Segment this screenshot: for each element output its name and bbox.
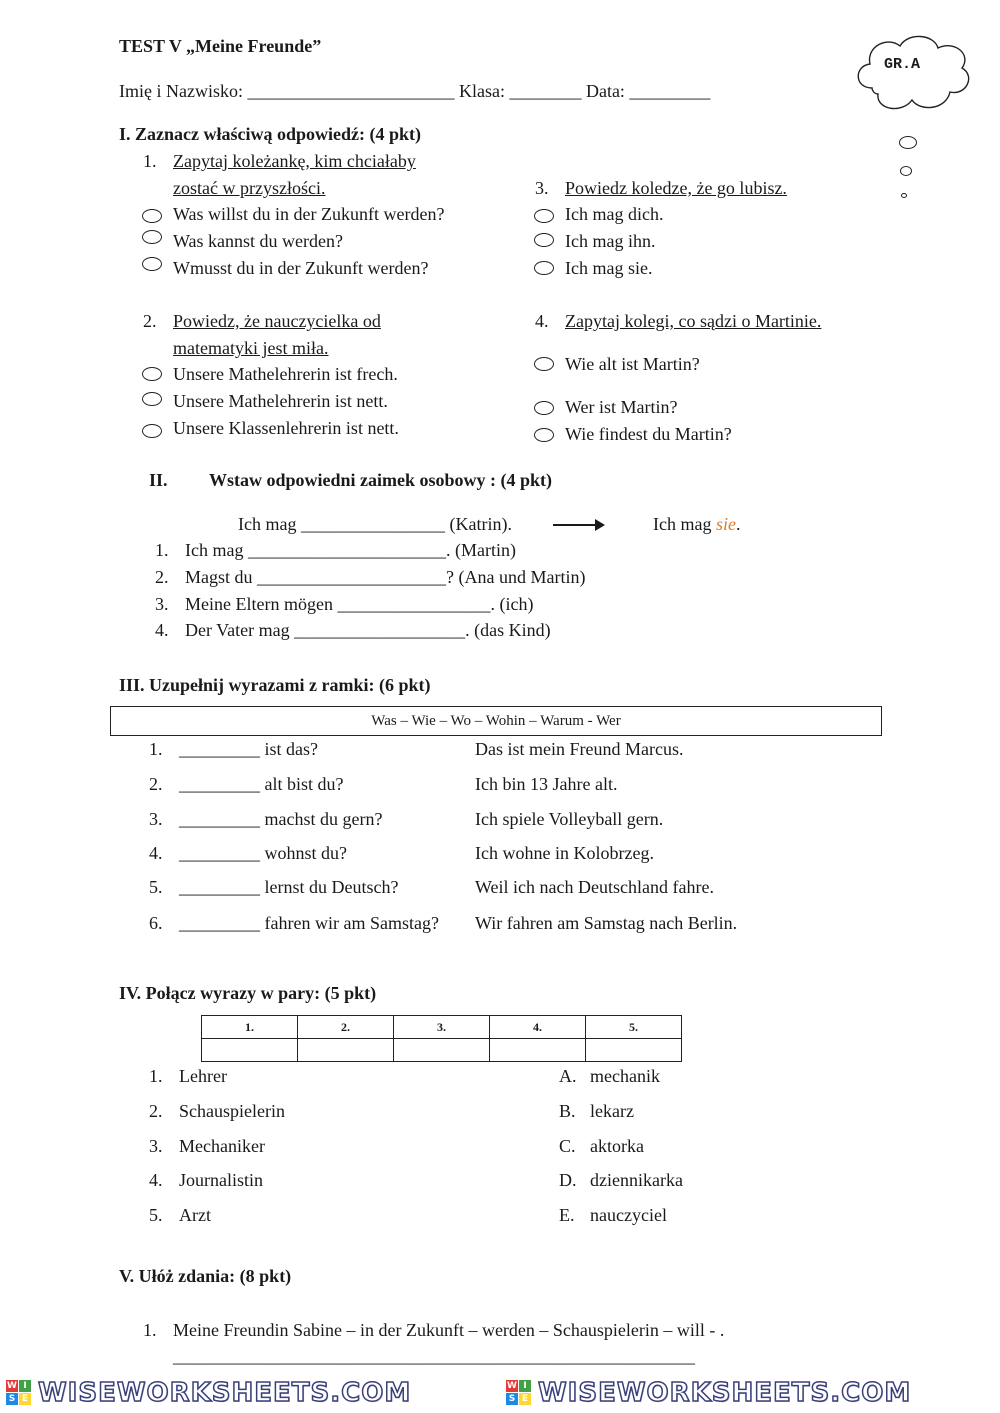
fill-sentence: Ich mag ______________________. (Martin) xyxy=(185,540,516,560)
answer-radio[interactable] xyxy=(534,357,554,371)
arrow-icon xyxy=(553,524,597,526)
question-text: _________ alt bist du? xyxy=(179,774,344,794)
answer-cell[interactable] xyxy=(490,1039,586,1062)
scrambled-sentence: Meine Freundin Sabine – in der Zukunft – werden – Schauspielerin – will - . xyxy=(173,1320,725,1340)
german-word: Lehrer xyxy=(179,1066,227,1086)
question-prompt: Zapytaj koleżankę, kim chciałaby xyxy=(173,151,416,171)
section-2-heading: Wstaw odpowiedni zaimek osobowy : (4 pkt) xyxy=(209,470,553,490)
example-answer-pronoun: sie xyxy=(715,514,736,534)
fill-sentence: Magst du _____________________? (Ana und Martin) xyxy=(185,567,586,587)
answer-option: Wer ist Martin? xyxy=(565,397,678,417)
item-number: 4. xyxy=(149,1170,163,1190)
polish-word: nauczyciel xyxy=(590,1205,667,1225)
question-prompt: Powiedz koledze, że go lubisz. xyxy=(565,178,787,198)
cloud-icon xyxy=(852,30,974,120)
thought-bubble xyxy=(901,193,907,198)
question-number: 3. xyxy=(535,178,549,198)
item-number: 3. xyxy=(149,809,163,829)
thought-bubble xyxy=(899,136,917,149)
example-answer-dot: . xyxy=(735,514,741,534)
answer-option: Ich mag ihn. xyxy=(565,231,656,251)
answer-radio[interactable] xyxy=(534,233,554,247)
answer-radio[interactable] xyxy=(142,209,162,223)
question-number: 4. xyxy=(535,311,549,331)
question-text: _________ ist das? xyxy=(179,739,318,759)
item-number: 4. xyxy=(155,620,169,640)
answer-radio[interactable] xyxy=(534,428,554,442)
section-5-heading: V. Ułóż zdania: (8 pkt) xyxy=(119,1266,292,1286)
item-number: 1. xyxy=(149,1066,163,1086)
answer-cell[interactable] xyxy=(202,1039,298,1062)
item-letter: B. xyxy=(559,1101,576,1121)
answer-table-header: 3. xyxy=(394,1016,490,1039)
question-number: 2. xyxy=(143,311,157,331)
student-info-line: Imię i Nazwisko: _______________________ Klasa: ________ Data: _________ xyxy=(119,81,711,101)
answer-option: Unsere Klassenlehrerin ist nett. xyxy=(173,418,399,438)
polish-word: lekarz xyxy=(590,1101,634,1121)
answer-table-header: 2. xyxy=(298,1016,394,1039)
logo-icon: W I S E xyxy=(506,1380,532,1406)
item-number: 2. xyxy=(149,1101,163,1121)
item-number: 1. xyxy=(155,540,169,560)
item-number: 4. xyxy=(149,843,163,863)
brand-text: WISEWORKSHEETS.COM xyxy=(38,1378,412,1408)
item-number: 3. xyxy=(149,1136,163,1156)
answer-option: Ich mag dich. xyxy=(565,204,664,224)
question-text: _________ fahren wir am Samstag? xyxy=(179,913,439,933)
brand-text: WISEWORKSHEETS.COM xyxy=(538,1378,912,1408)
fill-sentence: Der Vater mag ___________________. (das Kind) xyxy=(185,620,551,640)
item-number: 1. xyxy=(149,739,163,759)
example-sentence: Ich mag ________________ (Katrin). xyxy=(238,514,512,534)
answer-option: Ich mag sie. xyxy=(565,258,653,278)
polish-word: aktorka xyxy=(590,1136,644,1156)
question-text: _________ lernst du Deutsch? xyxy=(179,877,399,897)
question-prompt: zostać w przyszłości. xyxy=(173,178,326,198)
answer-table xyxy=(201,1015,682,1062)
question-text: _________ wohnst du? xyxy=(179,843,347,863)
answer-radio[interactable] xyxy=(534,261,554,275)
answer-table-header: 1. xyxy=(202,1016,298,1039)
answer-line[interactable]: __________________________________________________________ xyxy=(173,1346,695,1366)
item-number: 2. xyxy=(155,567,169,587)
question-prompt: Zapytaj kolegi, co sądzi o Martinie. xyxy=(565,311,822,331)
answer-text: Ich spiele Volleyball gern. xyxy=(475,809,664,829)
question-text: _________ machst du gern? xyxy=(179,809,383,829)
answer-radio[interactable] xyxy=(534,401,554,415)
answer-cell[interactable] xyxy=(586,1039,682,1062)
item-number: 2. xyxy=(149,774,163,794)
item-letter: D. xyxy=(559,1170,577,1190)
answer-radio[interactable] xyxy=(142,257,162,271)
german-word: Mechaniker xyxy=(179,1136,265,1156)
section-2-number: II. xyxy=(149,470,168,490)
answer-option: Was kannst du werden? xyxy=(173,231,343,251)
answer-table-header: 5. xyxy=(586,1016,682,1039)
answer-radio[interactable] xyxy=(142,424,162,438)
answer-table-header: 4. xyxy=(490,1016,586,1039)
item-number: 5. xyxy=(149,1205,163,1225)
answer-option: Wmusst du in der Zukunft werden? xyxy=(173,258,429,278)
german-word: Journalistin xyxy=(179,1170,263,1190)
section-3-heading: III. Uzupełnij wyrazami z ramki: (6 pkt) xyxy=(119,675,431,695)
footer-watermark xyxy=(0,1372,1000,1413)
answer-text: Ich bin 13 Jahre alt. xyxy=(475,774,618,794)
fill-sentence: Meine Eltern mögen _________________. (ich) xyxy=(185,594,534,614)
item-letter: C. xyxy=(559,1136,576,1156)
word-bank: Was – Wie – Wo – Wohin – Warum - Wer xyxy=(110,706,882,736)
answer-radio[interactable] xyxy=(534,209,554,223)
answer-option: Wie findest du Martin? xyxy=(565,424,732,444)
answer-option: Wie alt ist Martin? xyxy=(565,354,700,374)
question-prompt: matematyki jest miła. xyxy=(173,338,329,358)
question-prompt: Powiedz, że nauczycielka od xyxy=(173,311,381,331)
question-number: 1. xyxy=(143,151,157,171)
item-number: 5. xyxy=(149,877,163,897)
example-answer-prefix: Ich mag xyxy=(653,514,712,534)
answer-option: Unsere Mathelehrerin ist frech. xyxy=(173,364,398,384)
polish-word: dziennikarka xyxy=(590,1170,683,1190)
answer-text: Das ist mein Freund Marcus. xyxy=(475,739,684,759)
answer-text: Ich wohne in Kolobrzeg. xyxy=(475,843,654,863)
answer-radio[interactable] xyxy=(142,230,162,244)
answer-text: Wir fahren am Samstag nach Berlin. xyxy=(475,913,738,933)
item-number: 6. xyxy=(149,913,163,933)
answer-cell[interactable] xyxy=(394,1039,490,1062)
german-word: Arzt xyxy=(179,1205,211,1225)
group-label: GR.A xyxy=(884,56,921,73)
answer-option: Was willst du in der Zukunft werden? xyxy=(173,204,445,224)
polish-word: mechanik xyxy=(590,1066,660,1086)
answer-cell[interactable] xyxy=(298,1039,394,1062)
thought-bubble xyxy=(900,166,912,176)
item-letter: E. xyxy=(559,1205,575,1225)
item-number: 1. xyxy=(143,1320,157,1340)
logo-icon: W I S E xyxy=(6,1380,32,1406)
section-1-heading: I. Zaznacz właściwą odpowiedź: (4 pkt) xyxy=(119,124,421,144)
answer-text: Weil ich nach Deutschland fahre. xyxy=(475,877,714,897)
section-4-heading: IV. Połącz wyrazy w pary: (5 pkt) xyxy=(119,983,377,1003)
arrow-head-icon xyxy=(595,519,605,531)
item-letter: A. xyxy=(559,1066,577,1086)
item-number: 3. xyxy=(155,594,169,614)
page-title: TEST V „Meine Freunde” xyxy=(119,36,322,56)
example-answer xyxy=(653,514,740,536)
answer-radio[interactable] xyxy=(142,367,162,381)
answer-option: Unsere Mathelehrerin ist nett. xyxy=(173,391,388,411)
answer-radio[interactable] xyxy=(142,392,162,406)
german-word: Schauspielerin xyxy=(179,1101,285,1121)
